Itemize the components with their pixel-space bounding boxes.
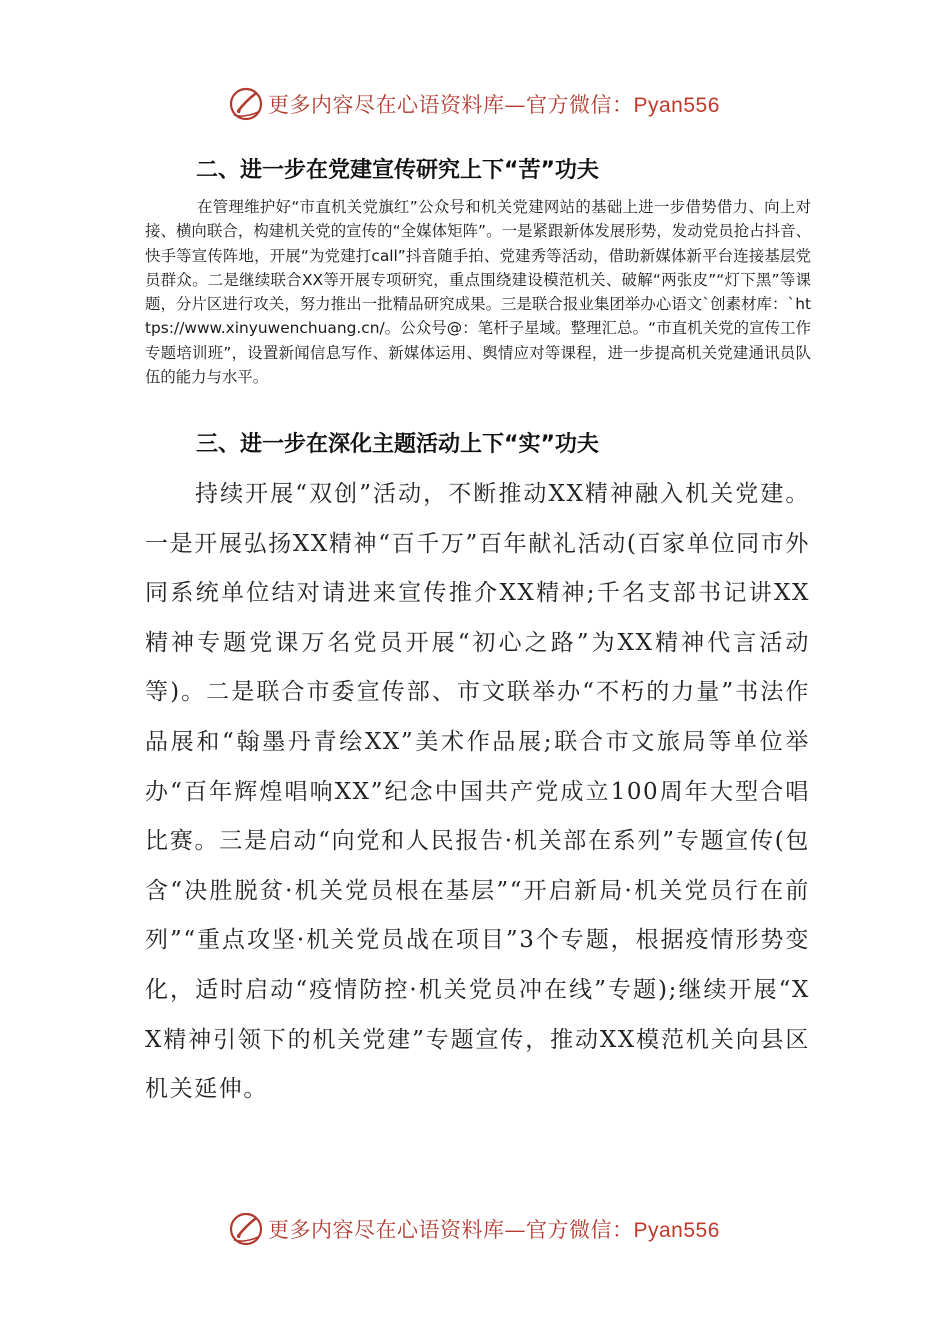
section-heading-3: 三、进一步在深化主题活动上下“实”功夫 <box>196 432 599 457</box>
footer-watermark-banner <box>228 1207 748 1251</box>
banner-text: 更多内容尽在心语资料库—官方微信：Pyan556 <box>268 93 720 117</box>
banner-text: 更多内容尽在心语资料库—官方微信：Pyan556 <box>268 1218 720 1242</box>
section-heading-2: 二、进一步在党建宣传研究上下“苦”功夫 <box>196 158 599 183</box>
section-3-paragraph: 持续开展“双创”活动，不断推动XX精神融入机关党建。一是开展弘扬XX精神“百千万”百年献礼活动(百家单位同市外同系统单位结对请进来宣传推介XX精神;千名支部书记讲XX精神专题党课万名党员开展“初心之路”为XX精神代言活动等)。二是联合市委宣传部、市文联举办“不朽的力量”书法作品展和“翰墨丹青绘XX”美术作品展;联合市文旅局等单位举办“百年辉煌唱响XX”纪念中国共产党成立100周年大型合唱比赛。三是启动“向党和人民报告·机关部在系列”专题宣传(包含“决胜脱贫·机关党员根在基层”“开启新局·机关党员行在前列”“重点攻坚·机关党员战在项目”3个专题，根据疫情形势变化，适时启动“疫情防控·机关党员冲在线”专题);继续开展“XX精神引领下的机关党建”专题宣传，推动XX模范机关向县区机关延伸。 <box>145 481 810 1103</box>
banner-handle: Pyan556 <box>633 94 720 117</box>
pen-logo-icon <box>228 1211 264 1247</box>
section-2-paragraph: 在管理维护好“市直机关党旗红”公众号和机关党建网站的基础上进一步借势借力、向上对接、横向联合，构建机关党的宣传的“全媒体矩阵”。一是紧跟新体发展形势，发动党员抢占抖音、快手等宣传阵地，开展“为党建打call”抖音随手拍、党建秀等活动，借助新媒体新平台连接基层党员群众。二是继续联合XX等开展专项研究，重点围绕建设模范机关、破解“两张皮”“灯下黑”等课题，分片区进行攻关，努力推出一批精品研究成果。三是联合报业集团举办心语文`创素材库：`https://www.xinyuwenchuang.cn/。公众号@：笔杆子星域。整理汇总。“市直机关党的宣传工作专题培训班”，设置新闻信息写作、新媒体运用、舆情应对等课程，进一步提高机关党建通讯员队伍的能力与水平。 <box>145 198 811 387</box>
banner-handle: Pyan556 <box>633 1219 720 1242</box>
header-watermark-banner <box>228 82 748 126</box>
pen-logo-icon <box>228 86 264 122</box>
